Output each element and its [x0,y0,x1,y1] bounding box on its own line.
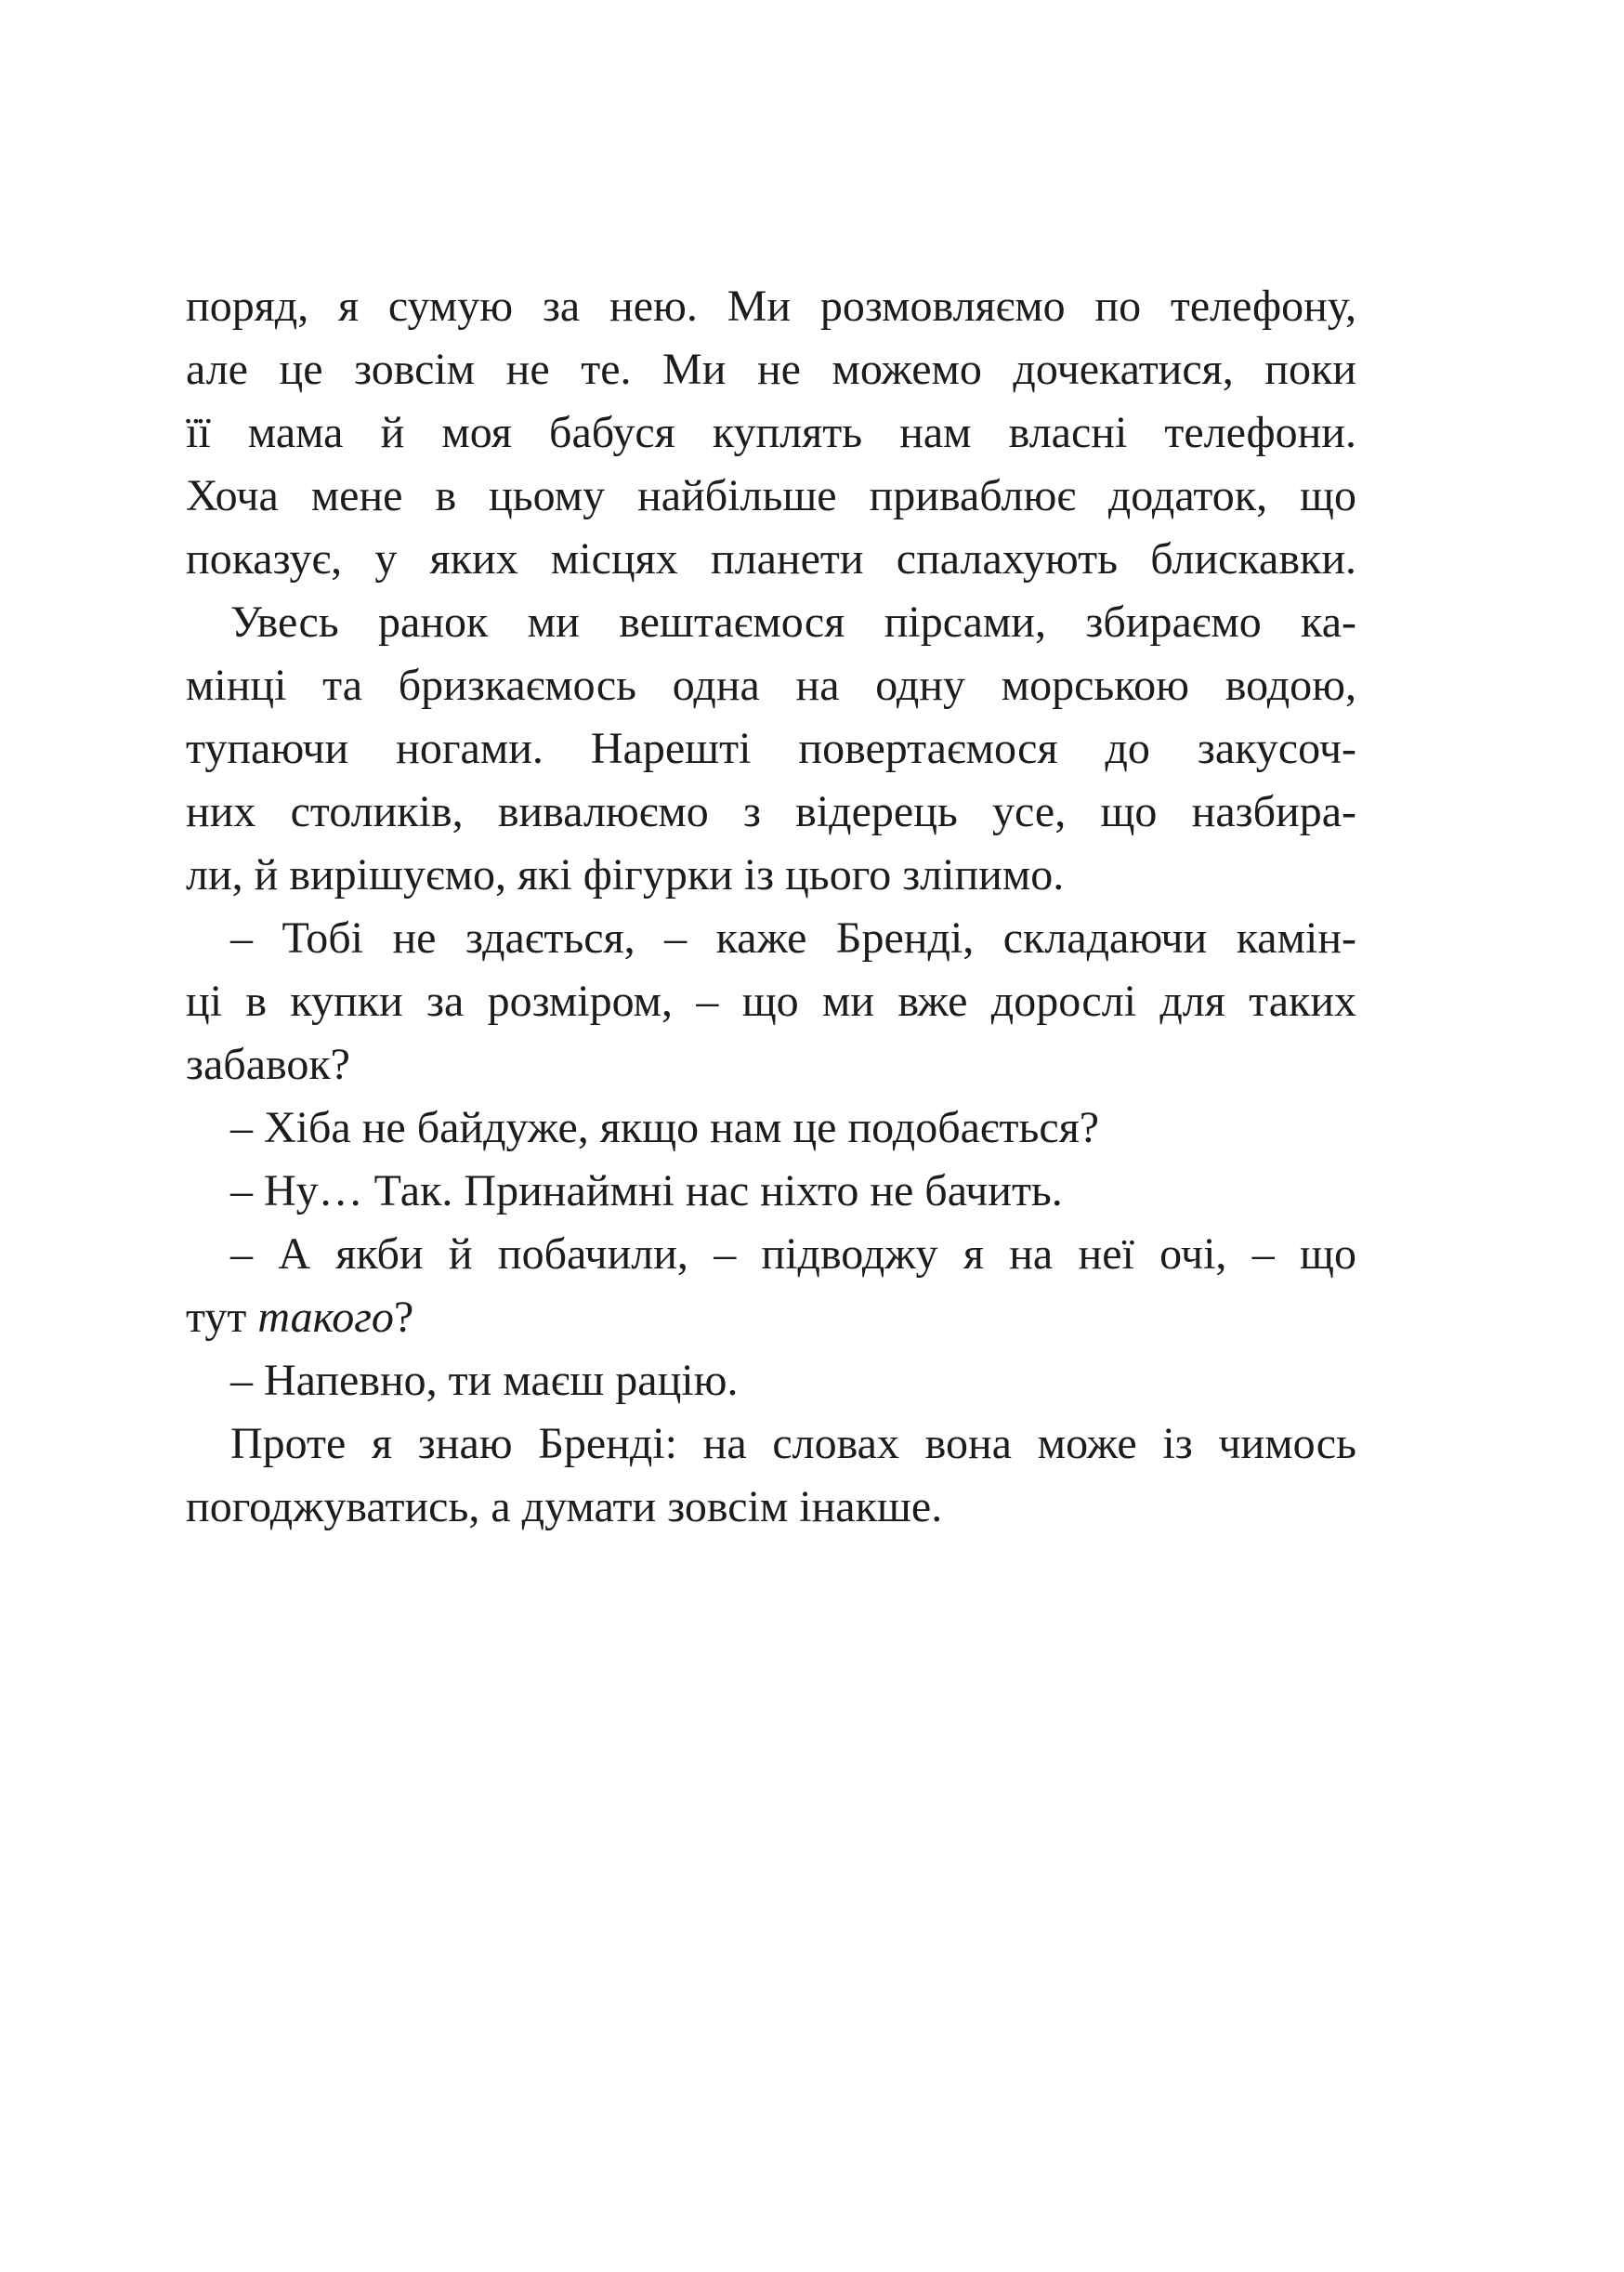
text-line: показує, у яких місцях планети спалахують блискавки. [186,534,1356,584]
dialogue-paragraph [186,1097,1356,1160]
dialogue-paragraph [186,1160,1356,1223]
paragraph [186,275,1356,591]
text-line: мінці та бризкаємось одна на одну морською водою, [186,661,1356,710]
paragraph [186,591,1356,907]
text-line: – Тобі не здається, – каже Бренді, складаючи камін- [230,913,1356,963]
text-line: Проте я знаю Бренді: на словах вона може із чимось [230,1419,1356,1468]
dialogue-paragraph [186,1223,1356,1349]
text-line: – А якби й побачили, – підводжу я на неї очі, – що [230,1229,1356,1279]
text-line: поряд, я сумую за нею. Ми розмовляємо по телефону, [186,282,1356,331]
text-line: них столиків, вивалюємо з відерець усе, що назбира- [186,787,1356,836]
text-line: ли, й вирішуємо, які фігурки із цього зліпимо. [186,850,1065,900]
emphasis-text: такого [257,1293,394,1342]
text-line: – Ну… Так. Принаймні нас ніхто не бачить. [230,1166,1063,1215]
text-line: погоджуватись, а думати зовсім інакше. [186,1482,943,1531]
text-line: – Напевно, ти маєш рацію. [230,1356,739,1405]
text-run: ? [393,1293,414,1342]
body-text [186,275,1356,1539]
dialogue-paragraph [186,1349,1356,1412]
text-line: забавок? [186,1040,350,1089]
text-line: – Хіба не байдуже, якщо нам це подобається? [230,1103,1100,1152]
paragraph [186,1412,1356,1539]
text-line: Хоча мене в цьому найбільше приваблює додаток, що [186,471,1356,520]
text-line: Увесь ранок ми вештаємося пірсами, збираємо ка- [230,598,1356,647]
text-line: її мама й моя бабуся куплять нам власні телефони. [186,408,1356,457]
dialogue-paragraph [186,907,1356,1097]
text-line: ці в купки за розміром, – що ми вже дорослі для таких [186,977,1356,1026]
text-line: тупаючи ногами. Нарешті повертаємося до закусоч- [186,724,1356,773]
text-line: але це зовсім не те. Ми не можемо дочекатися, поки [186,345,1356,394]
text-run: тут [186,1293,258,1342]
text-line [186,1286,1356,1349]
